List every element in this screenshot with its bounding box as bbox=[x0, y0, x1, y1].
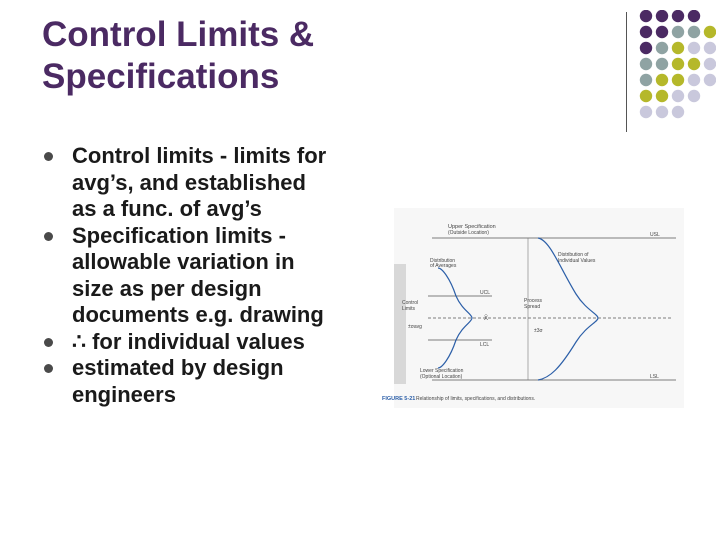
bullet-item bbox=[42, 223, 382, 329]
bullet-item bbox=[42, 143, 382, 223]
bullet-line: allowable variation in bbox=[72, 249, 295, 274]
bullet-line: avg’s, and established bbox=[72, 169, 306, 195]
slide-title bbox=[42, 14, 602, 98]
bullet-line: ∴ for individual values bbox=[72, 328, 305, 354]
dist-avg-label-2: of Averages bbox=[430, 263, 457, 269]
deco-row-5 bbox=[640, 74, 716, 86]
bullet-dot-icon bbox=[44, 338, 53, 347]
lower-spec-sub-label: (Optional Location) bbox=[420, 374, 463, 380]
title-line-2: Specifications bbox=[42, 57, 280, 96]
bullet-line: size as per design bbox=[72, 275, 262, 301]
figure-scan-shade bbox=[394, 264, 406, 384]
deco-row-4 bbox=[640, 58, 716, 70]
dist-ind-label-2: Individual Values bbox=[558, 258, 596, 264]
bullet-dot-icon bbox=[44, 152, 53, 161]
bullet-item bbox=[42, 329, 382, 356]
bullet-list bbox=[42, 143, 382, 408]
limits-distribution-figure bbox=[380, 208, 684, 408]
ucl-label: UCL bbox=[480, 290, 491, 296]
upper-spec-label: Upper Specification bbox=[448, 224, 496, 230]
xbar-label: X̄ bbox=[484, 316, 489, 322]
bullet-line: Control limits - limits for bbox=[72, 143, 327, 168]
deco-row-2 bbox=[640, 26, 716, 38]
lsl-label: LSL bbox=[650, 374, 659, 380]
bullet-dot-icon bbox=[44, 232, 53, 241]
figure-caption-number: FIGURE 5-21 bbox=[382, 396, 416, 402]
deco-row-1 bbox=[640, 10, 700, 22]
deco-row-6 bbox=[640, 90, 700, 102]
bullet-dot-icon bbox=[44, 364, 53, 373]
sigma-avg-label: ±σavg bbox=[408, 324, 422, 330]
deco-row-7 bbox=[640, 106, 684, 118]
process-label-2: Spread bbox=[524, 304, 541, 310]
upper-spec-sub-label: (Outside Location) bbox=[448, 230, 489, 236]
control-label-2: Limits bbox=[402, 306, 416, 312]
deco-row-3 bbox=[640, 42, 716, 54]
process-label-1: Process bbox=[524, 298, 543, 304]
lower-spec-label: Lower Specification bbox=[420, 368, 464, 374]
control-label-1: Control bbox=[402, 300, 419, 306]
bullet-line: as a func. of avg’s bbox=[72, 196, 262, 221]
dist-avg-label-1: Distribution bbox=[430, 258, 456, 264]
title-line-1: Control Limits & bbox=[42, 15, 315, 54]
dist-ind-label-1: Distribution of bbox=[558, 252, 589, 258]
figure-caption-text: Relationship of limits, specifications, and distributions. bbox=[416, 396, 536, 402]
bullet-line: estimated by design bbox=[72, 355, 284, 380]
bullet-item bbox=[42, 355, 382, 408]
bullet-line: engineers bbox=[72, 381, 176, 407]
bullet-line: Specification limits - bbox=[72, 222, 286, 248]
decorative-vertical-line bbox=[626, 12, 627, 132]
usl-label: USL bbox=[650, 232, 660, 238]
decorative-circle-grid bbox=[620, 10, 716, 134]
bullet-line: documents e.g. drawing bbox=[72, 302, 324, 327]
three-sigma-label: ±3σ bbox=[534, 328, 543, 334]
lcl-label: LCL bbox=[480, 342, 490, 348]
